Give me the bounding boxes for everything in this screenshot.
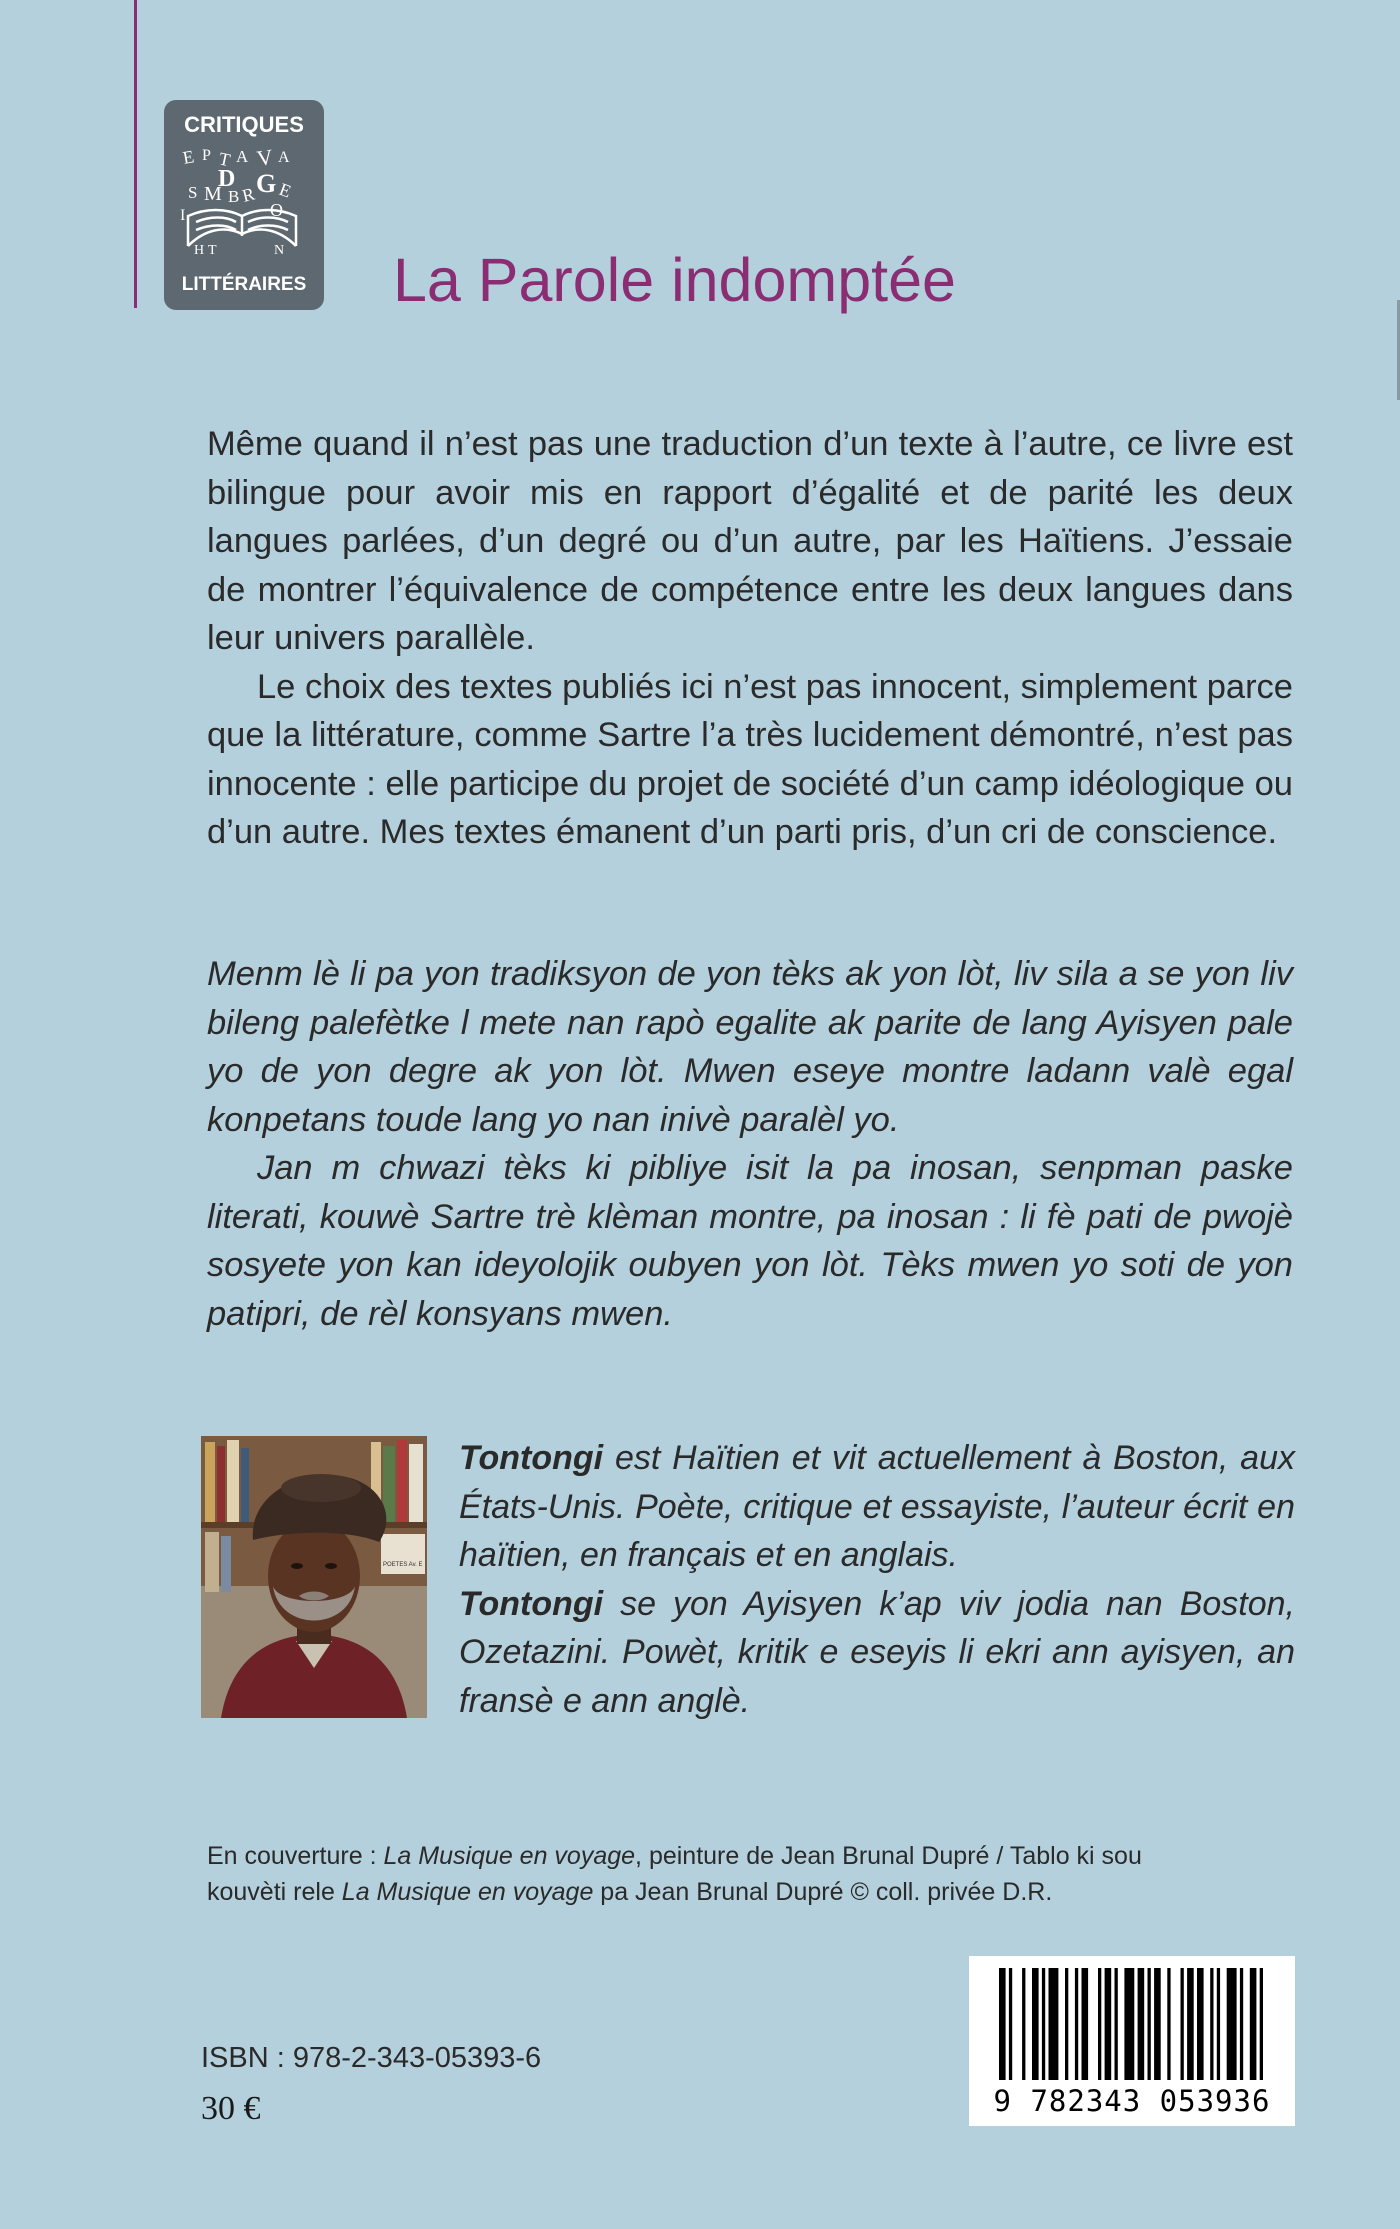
barcode-bar (1181, 1968, 1184, 2080)
svg-text:P: P (202, 147, 211, 164)
haitian-description (207, 950, 1293, 1338)
barcode-bar (1065, 1968, 1068, 2080)
barcode-bar (1022, 1968, 1025, 2080)
barcode-bar (999, 1968, 1006, 2080)
french-paragraph-1: Même quand il n’est pas une traduction d’un texte à l’autre, ce livre est bilingue pour avoir mis en rapport d’égalité et de parité les deux langues parlées, d’un degré ou d’un autre, par les Haïtiens. J’essaie de montrer l’équivalence de compétence entre les deux langues dans leur univers parallèle. (207, 425, 1293, 657)
credit-title-2: La Musique en voyage (341, 1878, 594, 1906)
credit-suffix-2: pa Jean Brunal Dupré © coll. privée D.R. (593, 1878, 1053, 1906)
barcode-bar (1250, 1968, 1257, 2080)
credit-prefix-2: kouvèti rele (207, 1878, 342, 1906)
barcode-bar (1217, 1968, 1220, 2080)
svg-text:R: R (240, 183, 257, 206)
price: 30 € (201, 2090, 261, 2127)
barcode-bar (1148, 1968, 1151, 2080)
barcode-bar (1124, 1968, 1134, 2080)
photo-book-label: POETES Av. E (383, 1562, 423, 1568)
barcode-bar (1075, 1968, 1078, 2080)
barcode-bar (1227, 1968, 1237, 2080)
svg-text:O: O (270, 200, 283, 220)
credit-suffix-1: , peinture de Jean Brunal Dupré / Tablo ki sou (635, 1842, 1142, 1870)
barcode-bar (1154, 1968, 1161, 2080)
svg-text:A: A (278, 149, 290, 166)
barcode-bar (1009, 1968, 1012, 2080)
collection-logo (164, 100, 324, 310)
barcode-bar (1210, 1968, 1213, 2080)
svg-text:N: N (274, 243, 285, 258)
barcode-bar (1032, 1968, 1039, 2080)
svg-text:B: B (228, 187, 240, 206)
book-title: La Parole indomptée (393, 246, 956, 314)
book-letters-icon (174, 142, 314, 258)
barcode (969, 1956, 1295, 2126)
credit-title-1: La Musique en voyage (383, 1842, 636, 1870)
haitian-paragraph-2: Jan m chwazi tèks ki pibliye isit la pa inosan, senpman paske literati, kouwè Sartre trè klèman montre, pa inosan : li fè pati de pwojè sosyete yon kan ideyolojik oubyen yon lòt. Tèks mwen yo soti de yon patipri, de rèl konsyans mwen. (207, 1149, 1293, 1333)
haitian-paragraph-1: Menm lè li pa yon tradiksyon de yon tèks ak yon lòt, liv sila a se yon liv bileng palefètke l mete nan rapò egalite ak parite de lang Ayisyen pale yo de yon degre ak yon lòt. Mwen eseye montre ladann valè egal konpetans toude lang yo nan inivè paralèl yo. (207, 955, 1293, 1139)
author-bio-haitian (459, 1580, 1295, 1726)
barcode-bar (1240, 1968, 1243, 2080)
svg-text:T: T (208, 243, 217, 258)
author-name-haitian: Tontongi (459, 1584, 604, 1623)
barcode-bar (1082, 1968, 1089, 2080)
svg-text:E: E (181, 146, 196, 168)
svg-text:G: G (256, 169, 277, 198)
svg-text:V: V (255, 143, 275, 171)
svg-text:H: H (194, 243, 205, 258)
svg-text:A: A (236, 147, 249, 166)
barcode-bar (1167, 1968, 1170, 2080)
logo-top-text: CRITIQUES (184, 112, 304, 137)
credit-line-2 (207, 1874, 1317, 1910)
barcode-bar (1042, 1968, 1045, 2080)
barcode-bar (1197, 1968, 1204, 2080)
bio-french-text: est Haïtien et vit actuellement à Boston, aux États-Unis. Poète, critique et essayiste, l’auteur écrit en haïtien, en français et en anglais. (459, 1439, 1295, 1574)
barcode-bar (1187, 1968, 1194, 2080)
svg-text:S: S (188, 183, 198, 202)
barcode-bar (1115, 1968, 1118, 2080)
svg-text:T: T (217, 148, 233, 171)
french-description (207, 420, 1293, 857)
barcode-bar (1260, 1968, 1263, 2080)
cover-credit (207, 1838, 1317, 1910)
svg-text:M: M (204, 183, 222, 205)
credit-line-1 (207, 1838, 1317, 1874)
logo-bottom-text: LITTÉRAIRES (181, 274, 307, 295)
barcode-bar (1105, 1968, 1112, 2080)
bio-haitian-text: se yon Ayisyen k’ap viv jodia nan Boston, Ozetazini. Powèt, kritik e eseyis li ekri ann ayisyen, an fransè e ann anglè. (459, 1584, 1295, 1720)
svg-text:E: E (276, 178, 294, 202)
barcode-bar (1049, 1968, 1059, 2080)
credit-prefix-1: En couverture : (207, 1842, 384, 1870)
author-bio-french (459, 1434, 1295, 1580)
svg-text:I: I (180, 207, 186, 224)
accent-vertical-line (134, 0, 137, 308)
barcode-digits: 9 782343 053936 (993, 2084, 1271, 2118)
svg-text:D: D (218, 166, 236, 192)
author-name: Tontongi (459, 1439, 604, 1477)
isbn: ISBN : 978-2-343-05393-6 (201, 2042, 542, 2074)
author-photo (201, 1436, 427, 1718)
barcode-bar (1098, 1968, 1101, 2080)
french-paragraph-2: Le choix des textes publiés ici n’est pas innocent, simplement parce que la littérature, comme Sartre l’a très lucidement démontré, n’est pas innocente : elle participe du projet de société d’un camp idéologique ou d’un autre. Mes textes émanent d’un parti pris, d’un cri de conscience. (207, 667, 1293, 851)
barcode-bar (1138, 1968, 1145, 2080)
author-bio (459, 1434, 1295, 1725)
